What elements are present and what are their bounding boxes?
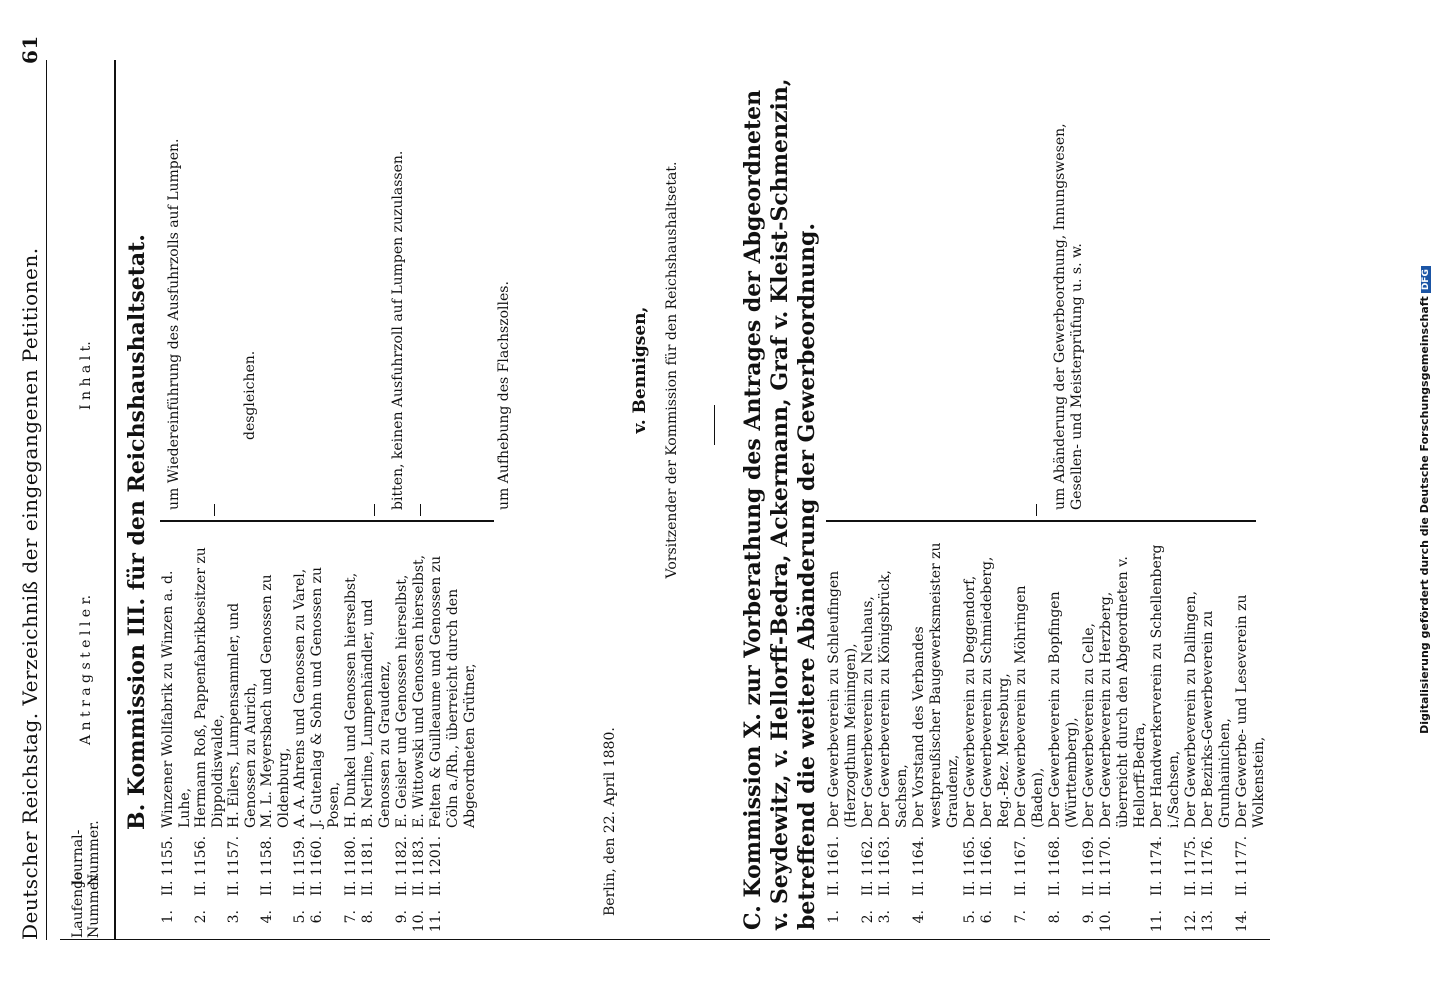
section-c-brace-rule [826,520,1256,522]
column-header-rule [114,60,116,940]
dfg-logo: DFG [1421,266,1431,293]
section-divider-rule [714,405,715,445]
section-b-inhalt-1: um Wiedereinführung des Ausfuhrzolls auf Lumpen. [166,138,182,510]
section-b-heading: B. Kommission III. für den Reichshaushaltsetat. [124,234,150,830]
section-b-brace-rule [160,520,494,522]
section-c-table: 1. II. 1161. Der Gewerbeverein zu Schleufingen (Herzogthum Meiningen), 2. II. 1162. Der Gewerbeverein zu Neuhaus, 3. II. 1163. Der Gewerbeverein zu Königsbrück, Sachsen, 4. II. 1164. Der Vorstand des Verbandes westpreußischer Baugewerksmeister zu Graudenz, 5. II. 1165. Der Gewerbeverein zu Deggendorf, 6. II. 1166. Der Gewerbeverein zu Schmiedeberg, Reg.-Bez. Merseburg, 7. II. 1167. Der Gewerbeverein zu Möhringen (Baden), 8. II. 1168. Der Gewerbeverein zu Bopfingen (Württemberg), 9. II. 1169. Der Gewerbeverein zu Celle, 10. II. 1170. Der Gewerbeverein zu Herzberg, überreicht durch den Abgeordneten v. Hellorff-Bedra, 11. II. 1174. Der Handwerkerverein zu Schellenberg i./Sachsen, 12. II. 1175. Der Gewerbeverein zu Dallingen, 13. II. 1176. Der Bezirks-Gewerbeverein zu Grunhainichen, 14. II. 1177. Der Gewerbe- und Leseverein zu Wolkenstein, [826,542,1267,933]
page-number: 61 [18,35,42,64]
signature-date: Berlin, den 22. April 1880. [602,727,618,916]
column-antragsteller: A n t r a g s t e l l e r. [78,594,94,745]
section-b-inhalt-3: bitten, keinen Ausfuhrzoll auf Lumpen zuzulassen. [390,150,406,510]
page-header-title: Deutscher Reichstag. Verzeichniß der eingegangenen Petitionen. [18,247,42,940]
section-b-brace-tick [420,504,421,516]
signature-role: Vorsitzender der Kommission für den Reichshaushaltsetat. [664,161,680,579]
signature-name: v. Bennigsen, [630,306,650,434]
section-b-inhalt-2: desgleichen. [242,350,258,440]
section-b-brace-tick [214,504,215,516]
digitization-notice: Digitalisierung gefördert durch die Deutsche ForschungsgemeinschaftDFG [1418,2,1431,998]
column-journal-nummer: Journal- Nummer. [70,820,102,886]
column-laufende-nummer: Laufende Nummer. [70,871,102,938]
section-b-table: 1. II. 1155. Winzener Wollfabrik zu Winzen a. d. Luhe, 2. II. 1156. Hermann Roß, Pappenfabrikbesitzer zu Dippoldiswalde, 3. II. 1157. H. Eilers, Lumpensammler, und Genossen zu Aurich, 4. II. 1158. M. L. Meyersbach und Genossen zu Oldenburg, 5. II. 1159. A. A. Ahrens und Genossen zu Varel, 6. II. 1160. J. Gutenlag & Sohn und Genossen zu Posen, 7. II. 1180. H. Dunkel und Genossen hierselbst, 8. II. 1181. B. Nerline, Lumpenhändler, und Genossen zu Graudenz, 9. II. 1182. E. Geisler und Genossen hierselbst, 10. II. 1183. E. Wittowski und Genossen hierselbst, 11. II. 1201. Felten & Guilleaume und Genossen zu Cöln a./Rh., überreicht durch den Abgeordneten Grütner, [160,547,478,933]
header-rule [46,60,47,940]
section-b-inhalt-4: um Aufhebung des Flachszolles. [496,281,512,510]
section-c-inhalt: um Abänderung der Gewerbeordnung, Innungswesen, Gesellen- und Meisterprüfung u. s. w. [1052,123,1085,510]
column-inhalt: I n h a l t. [78,341,94,410]
section-b-brace-tick [374,504,375,516]
section-c-heading: C. Kommission X. zur Vorberathung des Antrages der Abgeordneten v. Seydewitz, v. Hellorff-Bedra, Ackermann, Graf v. Kleist-Schmenzin, betreffend die weitere Abänderung der Gewerbeordnung. [740,78,820,930]
section-c-brace-tick [1036,504,1037,516]
table-left-rule [60,939,1270,940]
